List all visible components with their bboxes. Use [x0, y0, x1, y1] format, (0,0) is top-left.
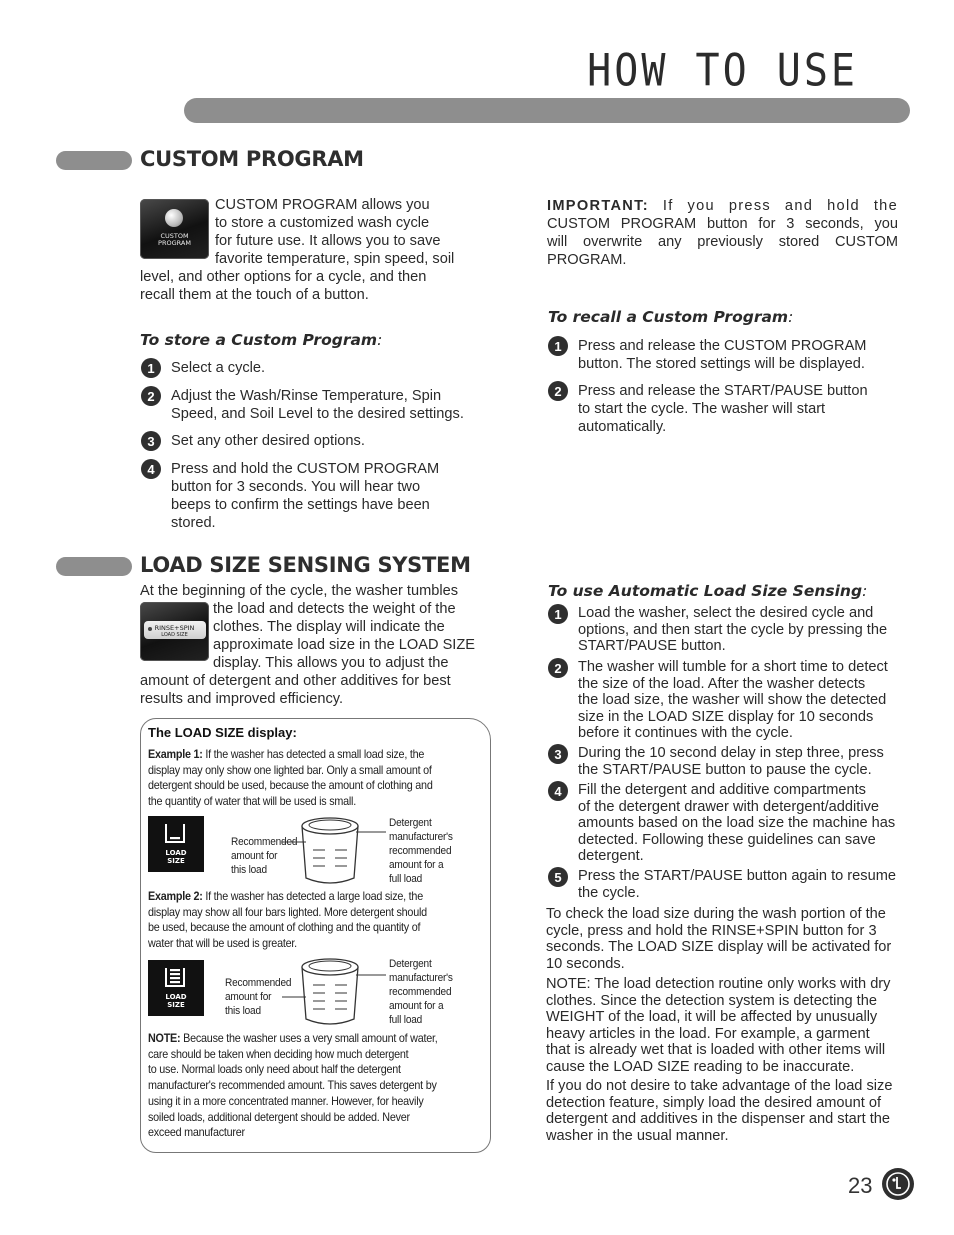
- load-check-paragraph: To check the load size during the wash portion of the cycle, press and hold the RINSE+SPIN button for 3 seconds. The LOAD SIZE display will be activated for 10 seconds.: [546, 906, 892, 972]
- diagram-2-right-label: Detergent manufacturer's recommended amount for a full load: [389, 958, 453, 1026]
- step-number-icon: 1: [548, 604, 568, 624]
- important-line: CUSTOM PROGRAM button for 3 seconds, you: [547, 216, 898, 232]
- store-step-2: 2 Adjust the Wash/Rinse Temperature, Spin Speed, and Soil Level to the desired settings.: [141, 387, 501, 423]
- step-number-icon: 1: [548, 336, 568, 356]
- header-bar: [184, 98, 910, 123]
- example-2-text: Example 2: If the washer has detected a large load size, the display may show all four bars lighted. More detergent should be used, because the amount of clothing and the quantity of water that will be used is greater.: [148, 890, 427, 951]
- store-step-1: 1 Select a cycle.: [141, 359, 501, 378]
- load-note-paragraph: NOTE: The load detection routine only works with dry clothes. Since the detection system is detecting the WEIGHT of the load, it will be affected by unusually heavy articles in the load. For example, a garment that is already wet that is loaded with other items will cause the LOAD SIZE reading to be inaccurate.: [546, 976, 891, 1075]
- custom-intro-line: favorite temperature, spin speed, soil: [215, 251, 455, 267]
- custom-program-title: CUSTOM PROGRAM: [140, 147, 364, 171]
- button-light-icon: [165, 209, 183, 227]
- step-number-icon: 4: [548, 781, 568, 801]
- recall-step-2: 2 Press and release the START/PAUSE button to start the cycle. The washer will start automatically.: [548, 382, 918, 436]
- indicator-dot-icon: [148, 627, 152, 631]
- important-line: [547, 197, 898, 215]
- auto-step-5: 5 Press the START/PAUSE button again to resume the cycle.: [548, 868, 928, 901]
- custom-intro-line: recall them at the touch of a button.: [140, 287, 369, 303]
- load-size-display-full-icon: [148, 960, 204, 1016]
- load-intro-line: clothes. The display will indicate the: [213, 619, 445, 635]
- load-intro-line: At the beginning of the cycle, the washer tumbles: [140, 583, 459, 599]
- auto-step-4: 4 Fill the detergent and additive compartments of the detergent drawer with detergent/additive amounts based on the load size the machine has detected. Following these guidelines can save detergent.: [548, 782, 928, 865]
- load-size-display-icon: [148, 816, 204, 872]
- icon-label-line2: SIZE: [167, 1001, 185, 1009]
- icon-label-line1: LOAD: [165, 993, 187, 1001]
- lg-logo-icon: [882, 1168, 914, 1200]
- load-intro-line: display. This allows you to adjust the: [213, 655, 449, 671]
- button-label-line2: PROGRAM: [158, 239, 191, 247]
- step-number-icon: 5: [548, 867, 568, 887]
- load-size-title: LOAD SIZE SENSING SYSTEM: [140, 553, 471, 577]
- step-number-icon: 2: [548, 381, 568, 401]
- icon-label-line1: LOAD: [165, 849, 187, 857]
- diagram-1-right-label: Detergent manufacturer's recommended amount for a full load: [389, 817, 453, 885]
- step-number-icon: 1: [141, 358, 161, 378]
- section-marker: [56, 151, 132, 170]
- diagram-1-left-label: Recommended amount for this load: [231, 836, 298, 876]
- custom-intro-line: level, and other options for a cycle, and then: [140, 269, 427, 285]
- diagram-2-left-label: Recommended amount for this load: [225, 977, 292, 1017]
- step-number-icon: 2: [548, 658, 568, 678]
- load-intro-line: the load and detects the weight of the: [213, 601, 456, 617]
- auto-step-1: 1 Load the washer, select the desired cycle and options, and then start the cycle by pressing the START/PAUSE button.: [548, 605, 928, 655]
- rinse-spin-button-image: [140, 602, 209, 661]
- button-label-line1: CUSTOM: [160, 232, 189, 240]
- important-line: PROGRAM.: [547, 252, 627, 268]
- detergent-cup-2-icon: [280, 953, 390, 1033]
- detergent-cup-1-icon: [280, 812, 390, 892]
- important-label: IMPORTANT:: [547, 198, 649, 214]
- example-1-text: Example 1: If the washer has detected a small load size, the display may only show one lighted bar. Only a small amount of detergent should be used, because the amount of clothing and the quantity of water that will be used is small.: [148, 748, 433, 809]
- box-heading: The LOAD SIZE display:: [148, 725, 297, 740]
- recall-step-1: 1 Press and release the CUSTOM PROGRAM button. The stored settings will be displayed.: [548, 337, 918, 373]
- custom-intro-line: for future use. It allows you to save: [215, 233, 441, 249]
- important-line: will overwrite any previously stored CUSTOM: [547, 234, 898, 250]
- load-intro-line: approximate load size in the LOAD SIZE: [213, 637, 476, 653]
- store-step-4: 4 Press and hold the CUSTOM PROGRAM button for 3 seconds. You will hear two beeps to confirm the settings have been stored.: [141, 460, 501, 532]
- button-label-line2: LOAD SIZE: [161, 632, 188, 638]
- recall-heading: To recall a Custom Program:: [548, 308, 794, 326]
- load-intro-line: results and improved efficiency.: [140, 691, 344, 707]
- store-heading: To store a Custom Program:: [140, 331, 383, 349]
- step-number-icon: 2: [141, 386, 161, 406]
- icon-label-line2: SIZE: [167, 857, 185, 865]
- store-step-3: 3 Set any other desired options.: [141, 432, 501, 451]
- load-intro-line: amount of detergent and other additives for best: [140, 673, 451, 689]
- page-number: 23: [848, 1173, 873, 1198]
- load-optout-paragraph: If you do not desire to take advantage of the load size detection feature, simply load the desired amount of detergent and additives in the dispenser and start the washer in the usual manner.: [546, 1078, 893, 1144]
- step-number-icon: 3: [548, 744, 568, 764]
- custom-intro-line: CUSTOM PROGRAM allows you: [215, 197, 430, 213]
- step-number-icon: 3: [141, 431, 161, 451]
- button-label-line1: RINSE+SPIN: [154, 624, 195, 632]
- auto-step-3: 3 During the 10 second delay in step three, press the START/PAUSE button to pause the cycle.: [548, 745, 928, 778]
- important-text: If you press and hold the: [662, 198, 899, 214]
- step-number-icon: 4: [141, 459, 161, 479]
- auto-sensing-heading: To use Automatic Load Size Sensing:: [548, 582, 868, 600]
- custom-intro-line: to store a customized wash cycle: [215, 215, 430, 231]
- page-title: HOW TO USE: [587, 45, 858, 97]
- auto-step-2: 2 The washer will tumble for a short time to detect the size of the load. After the washer detects the load size, the washer will show the detected size in the LOAD SIZE display for 10 seconds before it continues with the cycle.: [548, 659, 928, 742]
- custom-program-button-image: [140, 199, 209, 259]
- section-marker: [56, 557, 132, 576]
- box-note-text: NOTE: Because the washer uses a very small amount of water, care should be taken when deciding how much detergent to use. Normal loads only need about half the detergent manufacturer's recommended amount. This saves detergent by using it in a more concentrated manner. However, for heavily soiled loads, additional detergent should be added. Never exceed manufacturer: [148, 1032, 438, 1140]
